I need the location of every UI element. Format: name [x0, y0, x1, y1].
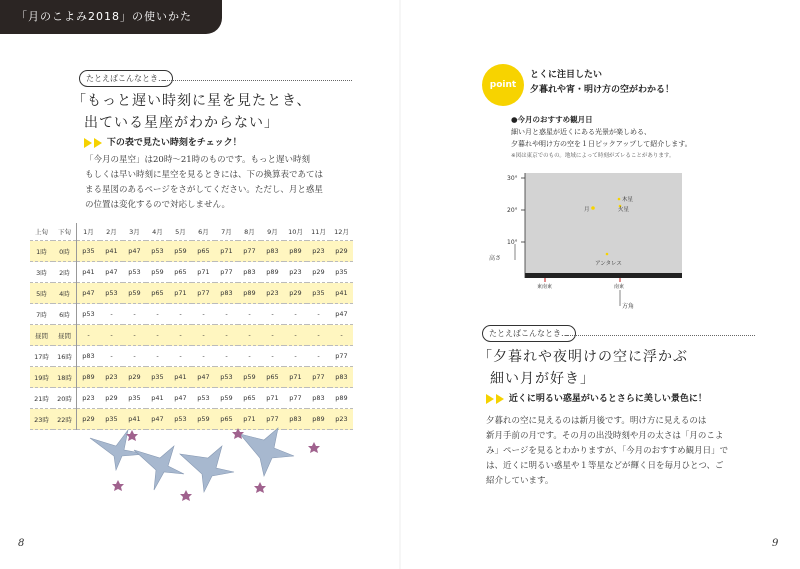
table-cell: p29: [123, 367, 146, 388]
table-cell: p29: [77, 409, 101, 430]
table-cell: -: [307, 325, 330, 346]
table-cell: p71: [192, 262, 215, 283]
star-icon: [254, 482, 266, 493]
star-icon: [180, 490, 192, 501]
table-cell: p65: [169, 262, 192, 283]
table-row: [30, 241, 353, 262]
example-tag-label: たとえばこんなとき…: [489, 329, 569, 338]
table-cell: p77: [284, 388, 307, 409]
table-cell: p29: [330, 241, 353, 262]
table-cell: 5時: [30, 283, 53, 304]
table-cell: -: [192, 346, 215, 367]
table-cell: p77: [330, 346, 353, 367]
table-header-cell: 9月: [261, 223, 284, 241]
table-cell: p65: [192, 241, 215, 262]
conversion-table: [30, 223, 353, 430]
recommend-title: ●今月のおすすめ観月日: [511, 115, 593, 124]
table-header-cell: 7月: [215, 223, 238, 241]
table-cell: p83: [261, 241, 284, 262]
table-row: [30, 283, 353, 304]
table-cell: p59: [169, 241, 192, 262]
table-cell: -: [123, 346, 146, 367]
table-cell: p71: [261, 388, 284, 409]
table-cell: p83: [284, 409, 307, 430]
sky-chart: [485, 168, 695, 318]
table-cell: -: [215, 346, 238, 367]
table-cell: -: [100, 325, 123, 346]
table-cell: p53: [146, 241, 169, 262]
table-header-cell: 上旬: [30, 223, 53, 241]
point-text: [530, 68, 674, 98]
table-row: [30, 388, 353, 409]
table-header-cell: 1月: [77, 223, 101, 241]
table-cell: 3時: [30, 262, 53, 283]
table-cell: p59: [192, 409, 215, 430]
table-cell: p71: [215, 241, 238, 262]
table-row: [30, 325, 353, 346]
point-badge: [482, 64, 524, 106]
table-cell: p41: [146, 388, 169, 409]
table-cell: -: [169, 346, 192, 367]
direction-label: 東南東: [537, 284, 553, 290]
table-cell: 22時: [53, 409, 77, 430]
gutter: [399, 0, 401, 569]
table-cell: p47: [192, 367, 215, 388]
table-cell: -: [146, 325, 169, 346]
table-cell: p65: [215, 409, 238, 430]
table-cell: p65: [146, 283, 169, 304]
table-cell: -: [123, 325, 146, 346]
left-arrow-line: [84, 135, 242, 148]
point-badge-label: point: [489, 80, 517, 90]
table-header-cell: 3月: [123, 223, 146, 241]
table-cell: p23: [100, 367, 123, 388]
table-cell: p89: [77, 367, 101, 388]
moon-marker: [591, 206, 595, 210]
table-cell: p23: [284, 262, 307, 283]
antares-marker: [606, 253, 609, 256]
table-cell: 7時: [30, 304, 53, 325]
table-cell: p59: [146, 262, 169, 283]
table-row: [30, 367, 353, 388]
table-cell: -: [215, 325, 238, 346]
table-cell: -: [146, 304, 169, 325]
table-cell: p47: [146, 409, 169, 430]
direction-axis-label: 方角: [622, 303, 635, 310]
table-row: [30, 346, 353, 367]
right-heading-line2: 細い月が好き」: [490, 371, 595, 387]
table-cell: p47: [77, 283, 101, 304]
table-cell: -: [238, 346, 261, 367]
table-cell: 19時: [30, 367, 53, 388]
table-row: [30, 304, 353, 325]
left-heading-line2: 出ている星座がわからない」: [84, 115, 279, 131]
table-cell: p23: [261, 283, 284, 304]
table-cell: 4時: [53, 283, 77, 304]
table-cell: p77: [261, 409, 284, 430]
bird-icon: [180, 446, 234, 492]
table-cell: 昼間: [53, 325, 77, 346]
table-cell: p41: [169, 367, 192, 388]
table-cell: -: [261, 304, 284, 325]
left-heading: [72, 90, 311, 134]
table-cell: 2時: [53, 262, 77, 283]
table-header-cell: 5月: [169, 223, 192, 241]
section-header: [0, 0, 222, 34]
table-cell: 1時: [30, 241, 53, 262]
table-cell: p89: [238, 283, 261, 304]
table-cell: -: [261, 325, 284, 346]
table-cell: 6時: [53, 304, 77, 325]
table-cell: p23: [330, 409, 353, 430]
left-page-number: 8: [18, 538, 25, 549]
left-heading-line1: 「もっと遅い時刻に星を見たとき、: [72, 93, 312, 109]
table-cell: p53: [169, 409, 192, 430]
table-cell: p65: [261, 367, 284, 388]
left-arrow-text: 下の表で見たい時刻をチェック！: [106, 138, 242, 148]
right-arrow-line: [486, 391, 707, 404]
table-cell: p35: [123, 388, 146, 409]
table-cell: p59: [238, 367, 261, 388]
table-header-cell: 12月: [330, 223, 353, 241]
table-cell: p59: [123, 283, 146, 304]
right-arrow-text: 近くに明るい惑星がいるとさらに美しい景色に！: [508, 394, 707, 404]
table-cell: -: [100, 346, 123, 367]
table-cell: p35: [77, 241, 101, 262]
table-cell: p77: [238, 241, 261, 262]
table-header-cell: 11月: [307, 223, 330, 241]
table-cell: -: [284, 304, 307, 325]
moon-label: 月: [584, 207, 590, 213]
table-cell: 17時: [30, 346, 53, 367]
bird-icon: [90, 430, 146, 470]
bird-icon: [240, 428, 294, 476]
y-tick-label: 30°: [507, 175, 518, 182]
recommend-line: 細い月と惑星が近くにある光景が楽しめる、: [511, 128, 651, 136]
table-cell: -: [215, 304, 238, 325]
table-cell: p83: [330, 367, 353, 388]
right-body-line: み」ページを見るとわかりますが、「今月のおすすめ観月日」で: [486, 446, 729, 456]
table-cell: p29: [284, 283, 307, 304]
table-row: [30, 262, 353, 283]
table-cell: p35: [146, 367, 169, 388]
point-line1: とくに注目したい: [530, 70, 603, 80]
table-cell: -: [77, 325, 101, 346]
table-cell: p89: [307, 409, 330, 430]
table-cell: p29: [100, 388, 123, 409]
table-cell: 0時: [53, 241, 77, 262]
dotted-rule: [162, 80, 352, 81]
table-cell: p83: [307, 388, 330, 409]
star-icon: [112, 480, 124, 491]
left-body-line: の位置は変化するので対応しません。: [85, 200, 231, 210]
left-body-line: もしくは早い時刻に星空を見るときには、下の換算表であては: [85, 170, 324, 180]
table-cell: -: [238, 325, 261, 346]
table-cell: -: [330, 325, 353, 346]
recommend-note: ※図は東京でのもの。地域によって時刻がズレることがあります。: [511, 153, 675, 159]
table-cell: p53: [100, 283, 123, 304]
left-body-line: まる星図のあるページをさがしてください。ただし、月と惑星: [85, 185, 323, 195]
right-body: [486, 414, 728, 489]
arrow-icon: [486, 394, 494, 404]
table-cell: -: [284, 346, 307, 367]
table-cell: p83: [215, 283, 238, 304]
table-cell: p71: [238, 409, 261, 430]
table-cell: p83: [238, 262, 261, 283]
recommend-block: [511, 114, 692, 162]
mars-label: 火星: [618, 207, 630, 213]
recommend-line: 夕暮れや明け方の空を１日ピックアップして紹介します。: [511, 140, 692, 148]
jupiter-label: 木星: [622, 197, 634, 203]
table-cell: p77: [215, 262, 238, 283]
table-cell: p89: [330, 388, 353, 409]
table-cell: p47: [123, 241, 146, 262]
table-cell: p53: [192, 388, 215, 409]
right-heading: [478, 346, 688, 390]
table-cell: -: [169, 325, 192, 346]
table-cell: p23: [77, 388, 101, 409]
table-header-cell: 10月: [284, 223, 307, 241]
table-cell: p83: [77, 346, 101, 367]
height-label: 高さ: [489, 255, 502, 262]
bird-icon: [134, 446, 184, 490]
left-body: [85, 153, 323, 213]
table-header-cell: 下旬: [53, 223, 77, 241]
table-cell: p41: [330, 283, 353, 304]
right-body-line: 新月手前の月です。その月の出没時刻や月の太さは「月のこよ: [486, 431, 724, 441]
right-body-line: 夕暮れの空に見えるのは新月後です。明け方に見えるのは: [486, 416, 707, 426]
table-cell: -: [123, 304, 146, 325]
arrow-icon: [94, 138, 102, 148]
table-cell: 23時: [30, 409, 53, 430]
table-cell: p65: [238, 388, 261, 409]
example-tag: [79, 70, 173, 87]
arrow-icon: [84, 138, 92, 148]
table-cell: p53: [77, 304, 101, 325]
table-cell: p89: [284, 241, 307, 262]
star-icon: [308, 442, 320, 453]
star-icon: [232, 428, 244, 439]
table-header-cell: 4月: [146, 223, 169, 241]
point-line2: 夕暮れや宵・明け方の空がわかる！: [530, 85, 675, 95]
table-header-row: [30, 223, 353, 241]
table-cell: -: [192, 304, 215, 325]
table-cell: -: [169, 304, 192, 325]
table-cell: p59: [215, 388, 238, 409]
table-cell: -: [100, 304, 123, 325]
table-cell: -: [284, 325, 307, 346]
table-cell: p53: [123, 262, 146, 283]
table-cell: p77: [307, 367, 330, 388]
table-cell: p41: [100, 241, 123, 262]
right-body-line: は、近くに明るい惑星や１等星などが輝く日を毎月ひとつ、ご: [486, 461, 724, 471]
direction-label: 南東: [614, 284, 625, 290]
table-cell: p47: [100, 262, 123, 283]
table-cell: p41: [77, 262, 101, 283]
table-cell: p53: [215, 367, 238, 388]
table-cell: p89: [261, 262, 284, 283]
table-cell: p35: [330, 262, 353, 283]
table-cell: p47: [169, 388, 192, 409]
table-cell: p47: [330, 304, 353, 325]
table-cell: p71: [169, 283, 192, 304]
example-tag-label: たとえばこんなとき…: [86, 74, 166, 83]
table-cell: -: [307, 346, 330, 367]
table-cell: -: [307, 304, 330, 325]
horizon-bar: [525, 273, 682, 278]
arrow-icon: [496, 394, 504, 404]
table-header-cell: 8月: [238, 223, 261, 241]
table-cell: p77: [192, 283, 215, 304]
table-header-cell: 2月: [100, 223, 123, 241]
y-tick-label: 10°: [507, 239, 518, 246]
section-title: 「月のこよみ2018」の使いかた: [16, 10, 192, 23]
table-cell: -: [146, 346, 169, 367]
table-cell: p35: [100, 409, 123, 430]
y-tick-label: 20°: [507, 207, 518, 214]
table-cell: 18時: [53, 367, 77, 388]
table-cell: p29: [307, 262, 330, 283]
antares-label: アンタレス: [595, 261, 622, 267]
table-cell: p23: [307, 241, 330, 262]
dotted-rule: [565, 335, 755, 336]
right-page-number: 9: [772, 538, 779, 549]
table-cell: -: [261, 346, 284, 367]
table-cell: p41: [123, 409, 146, 430]
table-cell: p71: [284, 367, 307, 388]
table-cell: p35: [307, 283, 330, 304]
table-cell: 20時: [53, 388, 77, 409]
left-body-line: 「今月の星空」は20時～21時のものです。もっと遅い時刻: [85, 155, 310, 165]
example-tag-right: [482, 325, 576, 342]
right-body-line: 紹介しています。: [486, 476, 554, 486]
birds-illustration: [88, 420, 328, 520]
table-cell: 21時: [30, 388, 53, 409]
table-cell: 昼間: [30, 325, 53, 346]
right-heading-line1: 「夕暮れや夜明けの空に浮かぶ: [478, 349, 688, 365]
table-cell: -: [238, 304, 261, 325]
table-cell: -: [192, 325, 215, 346]
jupiter-marker: [618, 198, 621, 201]
table-header-cell: 6月: [192, 223, 215, 241]
table-cell: 16時: [53, 346, 77, 367]
